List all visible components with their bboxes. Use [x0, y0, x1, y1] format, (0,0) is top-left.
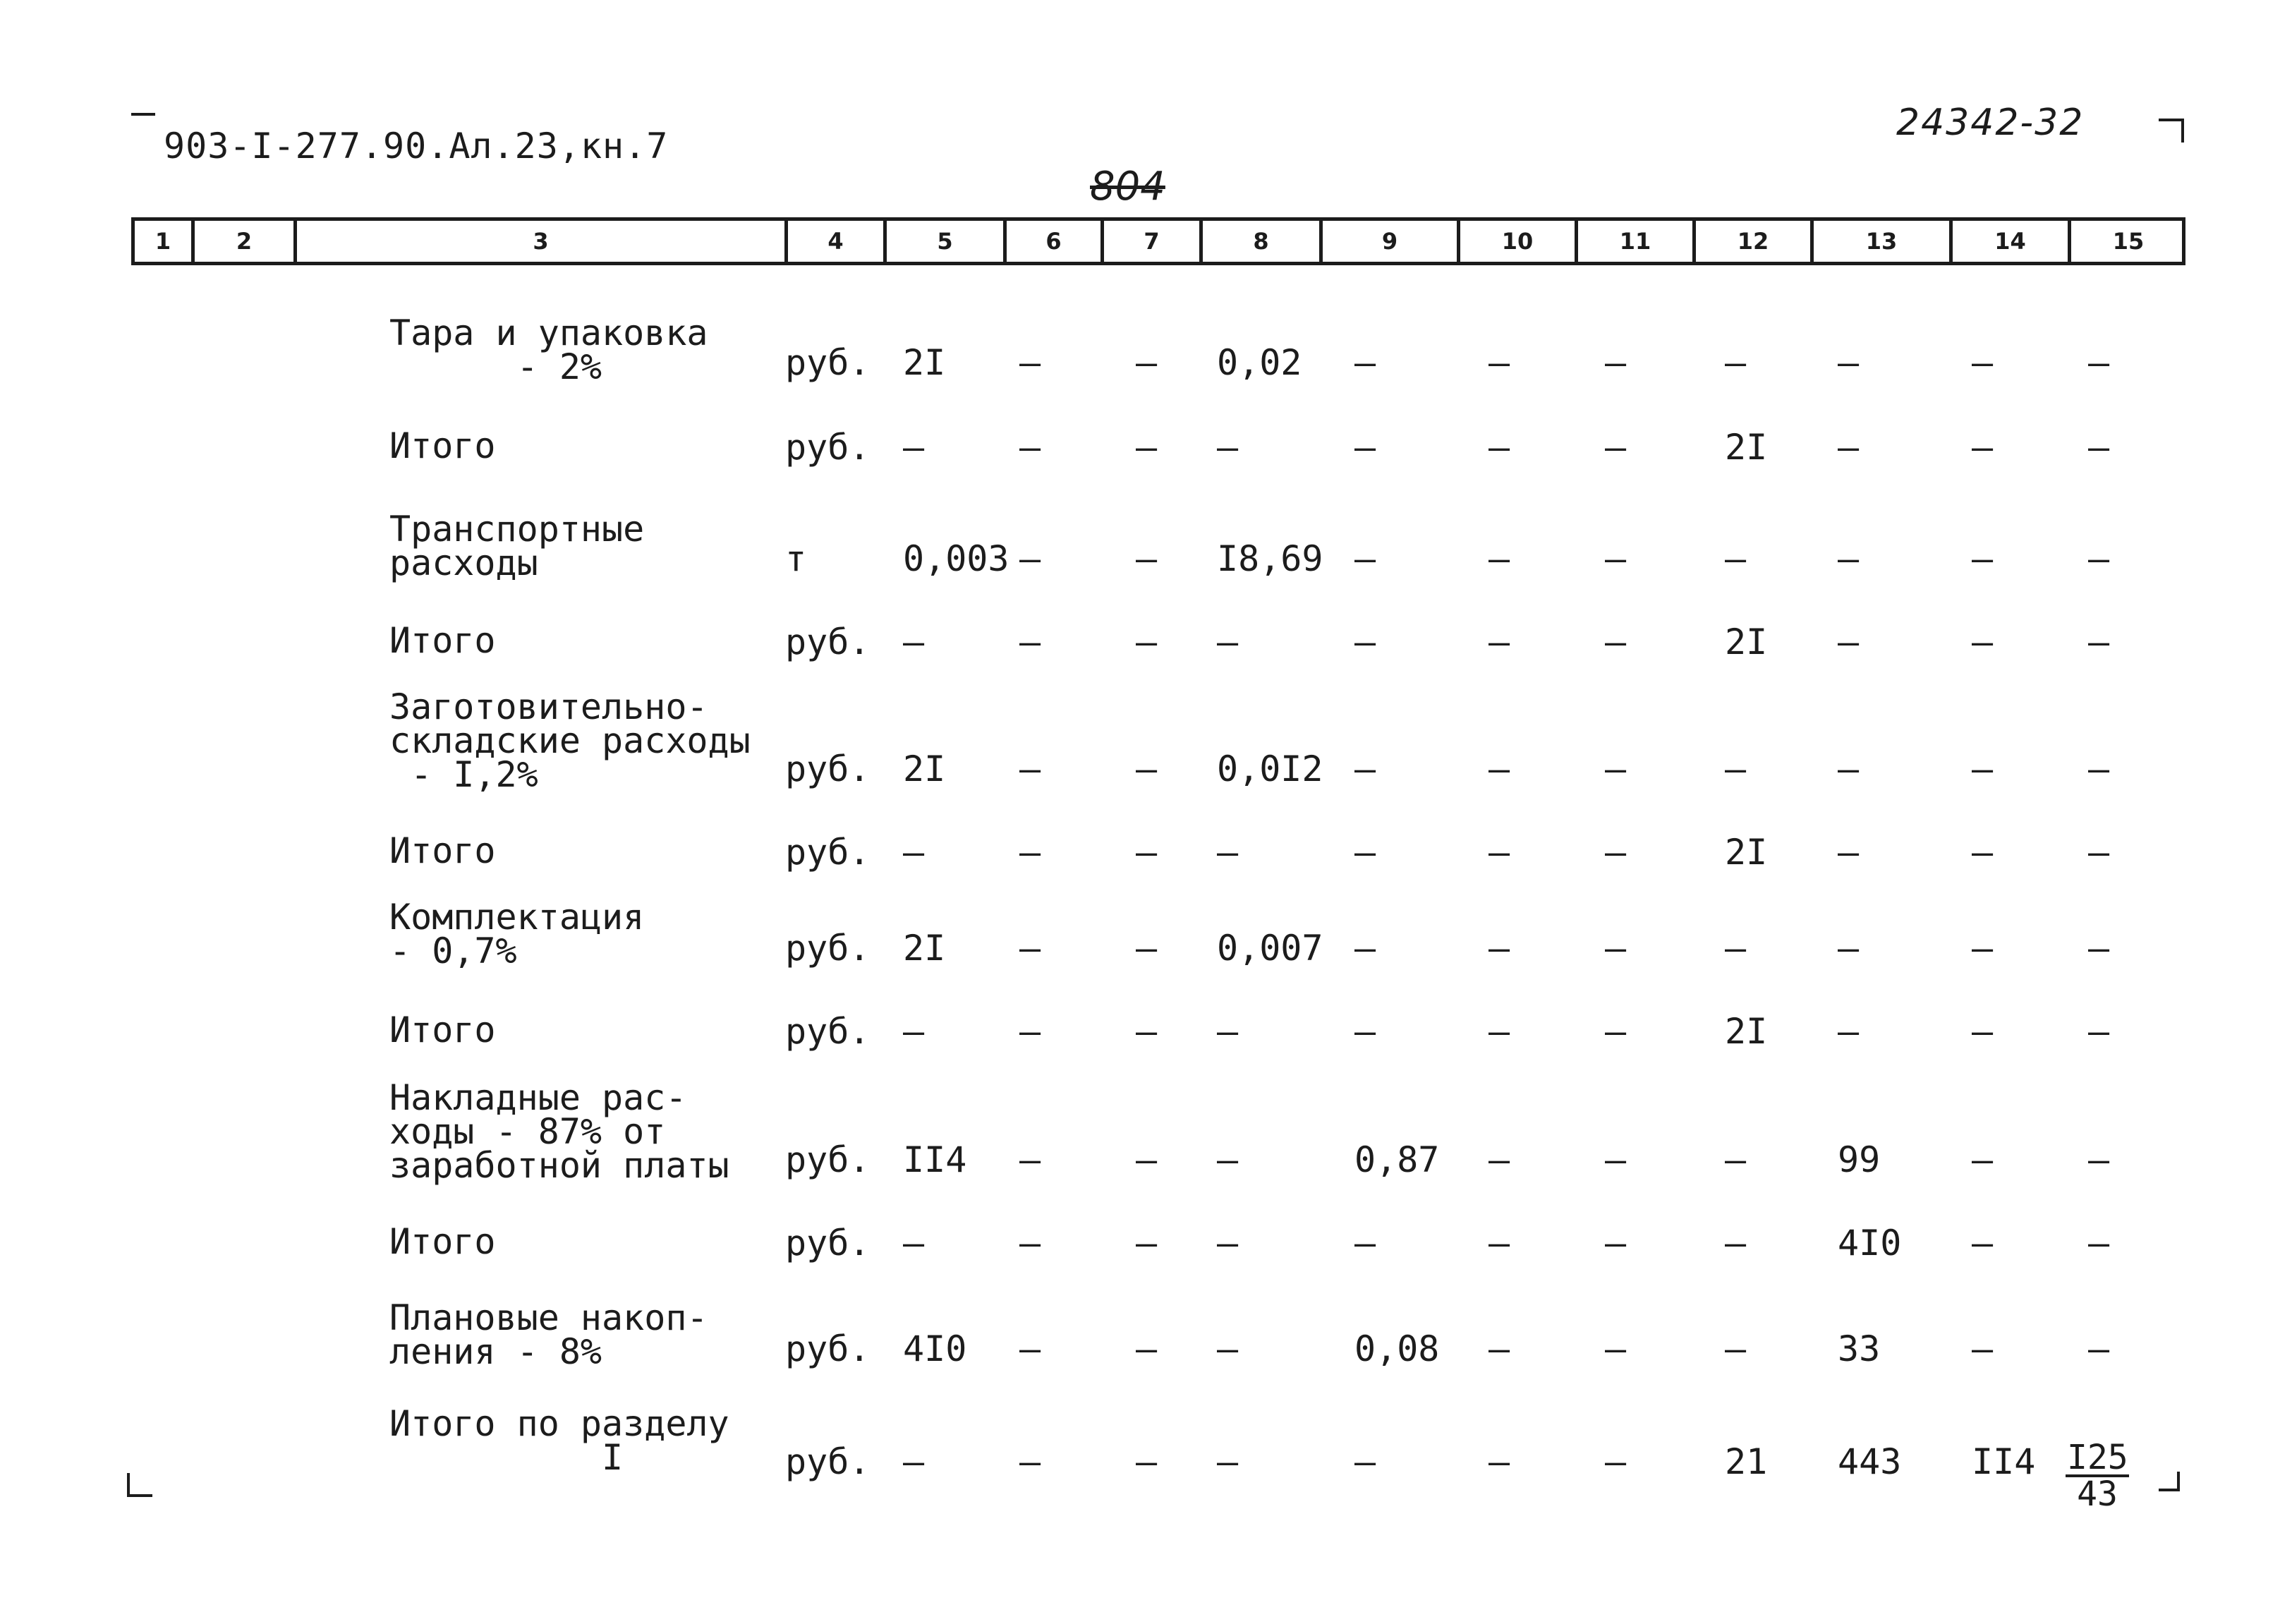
row-name: Транспортные расходы — [389, 509, 645, 583]
table-cell-col-11: – — [1605, 1441, 1627, 1482]
table-cell-col-15: – — [2088, 342, 2110, 383]
column-header-13: 13 — [1810, 221, 1949, 262]
fraction-numerator: I25 — [2067, 1438, 2128, 1477]
table-cell-col-7: – — [1136, 342, 1158, 383]
column-header-9: 9 — [1319, 221, 1457, 262]
corner-mark-top-right-vertical — [2181, 119, 2184, 143]
table-cell-col-15: – — [2088, 622, 2110, 662]
table-cell-col-13: – — [1838, 928, 1860, 969]
table-cell-col-7: – — [1136, 832, 1158, 873]
table-cell-col-9: – — [1354, 1441, 1376, 1482]
table-cell-col-10: – — [1488, 928, 1510, 969]
table-cell-col-7: – — [1136, 1328, 1158, 1369]
column-header-4: 4 — [784, 221, 883, 262]
row-name: Итого по разделу I — [389, 1403, 729, 1478]
table-cell-col-12: – — [1725, 1139, 1747, 1180]
table-cell-col-9: – — [1354, 427, 1376, 468]
table-cell-col-9: 0,08 — [1354, 1328, 1440, 1369]
table-cell-col-9: – — [1354, 622, 1376, 662]
table-cell-col-6: – — [1019, 832, 1041, 873]
table-cell-col-7: – — [1136, 1441, 1158, 1482]
table-cell-col-12: 2I — [1725, 427, 1768, 468]
table-cell-col-14: – — [1972, 1011, 1994, 1052]
table-cell-col-6: – — [1019, 342, 1041, 383]
table-cell-col-9: – — [1354, 538, 1376, 579]
table-cell-col-7: – — [1136, 538, 1158, 579]
table-cell-col-11: – — [1605, 928, 1627, 969]
table-cell-col-13: – — [1838, 832, 1860, 873]
row-unit: руб. — [785, 1139, 871, 1180]
row-name: Итого — [389, 830, 496, 871]
table-cell-col-7: – — [1136, 1011, 1158, 1052]
table-cell-col-5: – — [903, 1223, 925, 1264]
column-header-10: 10 — [1457, 221, 1575, 262]
row-unit: руб. — [785, 1441, 871, 1482]
table-cell-col-7: – — [1136, 1139, 1158, 1180]
table-cell-col-6: – — [1019, 427, 1041, 468]
table-cell-col-6: – — [1019, 1328, 1041, 1369]
table-cell-col-5: 4I0 — [903, 1328, 967, 1369]
table-cell-col-12: – — [1725, 749, 1747, 789]
row-unit: руб. — [785, 1223, 871, 1264]
table-cell-col-14: – — [1972, 538, 1994, 579]
table-cell-col-13: – — [1838, 749, 1860, 789]
table-cell-col-12: 21 — [1725, 1441, 1768, 1482]
corner-mark-top-left — [131, 113, 155, 116]
table-cell-col-15: – — [2088, 1011, 2110, 1052]
table-cell-col-7: – — [1136, 1223, 1158, 1264]
table-cell-col-6: – — [1019, 622, 1041, 662]
table-cell-col-10: – — [1488, 342, 1510, 383]
table-cell-col-8: I8,69 — [1217, 538, 1323, 579]
table-cell-col-10: – — [1488, 538, 1510, 579]
table-cell-col-8: – — [1217, 1139, 1239, 1180]
table-cell-col-11: – — [1605, 342, 1627, 383]
corner-mark-bottom-right-vertical — [2177, 1472, 2180, 1491]
table-cell-col-15: – — [2088, 1139, 2110, 1180]
table-cell-col-12: – — [1725, 538, 1747, 579]
table-cell-col-14: – — [1972, 622, 1994, 662]
table-cell-col-6: – — [1019, 928, 1041, 969]
table-cell-col-9: – — [1354, 749, 1376, 789]
table-cell-col-5: II4 — [903, 1139, 967, 1180]
table-cell-col-13: 4I0 — [1838, 1223, 1902, 1264]
table-cell-col-6: – — [1019, 1139, 1041, 1180]
table-cell-col-11: – — [1605, 427, 1627, 468]
table-cell-col-12: – — [1725, 1223, 1747, 1264]
table-cell-col-13: – — [1838, 622, 1860, 662]
corner-mark-bottom-left — [127, 1494, 152, 1497]
table-cell-col-13: – — [1838, 342, 1860, 383]
table-cell-col-11: – — [1605, 1139, 1627, 1180]
table-cell-col-7: – — [1136, 928, 1158, 969]
table-cell-col-6: – — [1019, 1441, 1041, 1482]
table-cell-col-5: – — [903, 622, 925, 662]
table-cell-col-12: – — [1725, 1328, 1747, 1369]
row-unit: руб. — [785, 928, 871, 969]
column-header-15: 15 — [2068, 221, 2185, 262]
row-unit: т — [785, 538, 807, 579]
table-cell-col-14: II4 — [1972, 1441, 2036, 1482]
table-cell-col-10: – — [1488, 749, 1510, 789]
table-cell-col-9: – — [1354, 832, 1376, 873]
table-cell-col-13: – — [1838, 538, 1860, 579]
table-cell-col-11: – — [1605, 1328, 1627, 1369]
column-header-8: 8 — [1199, 221, 1319, 262]
table-cell-col-5: 2I — [903, 928, 946, 969]
table-cell-col-8: 0,0I2 — [1217, 749, 1323, 789]
table-cell-col-10: – — [1488, 1223, 1510, 1264]
table-cell-col-5: – — [903, 1011, 925, 1052]
table-cell-col-14: – — [1972, 427, 1994, 468]
table-cell-col-8: 0,02 — [1217, 342, 1302, 383]
table-cell-col-12: 2I — [1725, 1011, 1768, 1052]
table-cell-col-8: – — [1217, 1011, 1239, 1052]
table-cell-col-8: – — [1217, 832, 1239, 873]
row-name: Итого — [389, 425, 496, 466]
table-cell-col-11: – — [1605, 749, 1627, 789]
document-number: 24342-32 — [1896, 102, 2085, 144]
table-cell-col-9: – — [1354, 1223, 1376, 1264]
table-cell-col-6: – — [1019, 1011, 1041, 1052]
table-cell-col-8: – — [1217, 427, 1239, 468]
table-cell-col-13: – — [1838, 1011, 1860, 1052]
table-cell-col-5: – — [903, 427, 925, 468]
row-name: Итого — [389, 1010, 496, 1050]
row-name: Итого — [389, 620, 496, 661]
table-cell-col-10: – — [1488, 1441, 1510, 1482]
row-name: Накладные рас- ходы - 87% от заработной платы — [389, 1077, 729, 1186]
table-cell-col-8: – — [1217, 1223, 1239, 1264]
table-cell-col-13: – — [1838, 427, 1860, 468]
corner-mark-bottom-left-vertical — [127, 1473, 130, 1497]
table-cell-col-6: – — [1019, 749, 1041, 789]
table-cell-col-15: – — [2088, 749, 2110, 789]
row-unit: руб. — [785, 1011, 871, 1052]
table-cell-col-11: – — [1605, 1011, 1627, 1052]
table-cell-col-5: – — [903, 832, 925, 873]
table-cell-col-10: – — [1488, 832, 1510, 873]
table-cell-col-12: 2I — [1725, 622, 1768, 662]
table-cell-col-9: 0,87 — [1354, 1139, 1440, 1180]
table-cell-col-10: – — [1488, 622, 1510, 662]
column-header-3: 3 — [293, 221, 784, 262]
row-name: Комплектация - 0,7% — [389, 897, 645, 971]
final-fraction — [2066, 1438, 2129, 1514]
row-unit: руб. — [785, 427, 871, 468]
table-cell-col-8: – — [1217, 1441, 1239, 1482]
table-cell-col-7: – — [1136, 749, 1158, 789]
table-cell-col-9: – — [1354, 928, 1376, 969]
table-cell-col-14: – — [1972, 1223, 1994, 1264]
row-unit: руб. — [785, 1328, 871, 1369]
table-cell-col-11: – — [1605, 1223, 1627, 1264]
column-header-row — [131, 217, 2185, 265]
table-cell-col-11: – — [1605, 622, 1627, 662]
table-cell-col-14: – — [1972, 928, 1994, 969]
table-cell-col-15: – — [2088, 832, 2110, 873]
table-cell-col-14: – — [1972, 1139, 1994, 1180]
table-cell-col-7: – — [1136, 622, 1158, 662]
table-cell-col-12: 2I — [1725, 832, 1768, 873]
fraction-denominator: 43 — [2077, 1474, 2118, 1514]
table-cell-col-6: – — [1019, 1223, 1041, 1264]
table-cell-col-6: – — [1019, 538, 1041, 579]
table-cell-col-10: – — [1488, 1139, 1510, 1180]
table-cell-col-9: – — [1354, 1011, 1376, 1052]
table-cell-col-10: – — [1488, 1011, 1510, 1052]
table-cell-col-15: – — [2088, 538, 2110, 579]
column-header-1: 1 — [154, 228, 171, 255]
table-cell-col-15: – — [2088, 427, 2110, 468]
table-cell-col-5: – — [903, 1441, 925, 1482]
table-cell-col-7: – — [1136, 427, 1158, 468]
row-unit: руб. — [785, 342, 871, 383]
row-name: Тара и упаковка - 2% — [389, 313, 708, 387]
column-header-2: 2 — [191, 221, 293, 262]
table-cell-col-8: 0,007 — [1217, 928, 1323, 969]
table-cell-col-11: – — [1605, 832, 1627, 873]
corner-mark-top-right — [2159, 119, 2184, 121]
table-cell-col-13: 33 — [1838, 1328, 1881, 1369]
table-cell-col-12: – — [1725, 928, 1747, 969]
column-header-12: 12 — [1692, 221, 1810, 262]
table-cell-col-13: 443 — [1838, 1441, 1902, 1482]
row-name: Плановые накоп- ления - 8% — [389, 1297, 708, 1372]
table-cell-col-5: 2I — [903, 342, 946, 383]
table-cell-col-14: – — [1972, 749, 1994, 789]
row-unit: руб. — [785, 749, 871, 789]
table-cell-col-8: – — [1217, 1328, 1239, 1369]
table-cell-col-10: – — [1488, 427, 1510, 468]
table-cell-col-5: 2I — [903, 749, 946, 789]
table-cell-col-9: – — [1354, 342, 1376, 383]
column-header-11: 11 — [1575, 221, 1692, 262]
row-name: Заготовительно- складские расходы - I,2% — [389, 686, 751, 795]
table-cell-col-12: – — [1725, 342, 1747, 383]
column-header-6: 6 — [1003, 221, 1100, 262]
row-unit: руб. — [785, 622, 871, 662]
table-cell-col-11: – — [1605, 538, 1627, 579]
table-cell-col-15: – — [2088, 928, 2110, 969]
table-cell-col-5: 0,003 — [903, 538, 1009, 579]
table-cell-col-13: 99 — [1838, 1139, 1881, 1180]
table-cell-col-14: – — [1972, 342, 1994, 383]
row-unit: руб. — [785, 832, 871, 873]
row-name: Итого — [389, 1221, 496, 1262]
table-cell-col-15: – — [2088, 1328, 2110, 1369]
page-number: 804 — [1090, 164, 1165, 210]
table-cell-col-14: – — [1972, 1328, 1994, 1369]
column-header-7: 7 — [1100, 221, 1199, 262]
table-cell-col-8: – — [1217, 622, 1239, 662]
table-cell-col-10: – — [1488, 1328, 1510, 1369]
column-header-14: 14 — [1949, 221, 2068, 262]
table-cell-col-14: – — [1972, 832, 1994, 873]
table-cell-col-15: – — [2088, 1223, 2110, 1264]
document-code: 903-I-277.90.Ал.23,кн.7 — [164, 126, 669, 166]
column-header-5: 5 — [883, 221, 1003, 262]
